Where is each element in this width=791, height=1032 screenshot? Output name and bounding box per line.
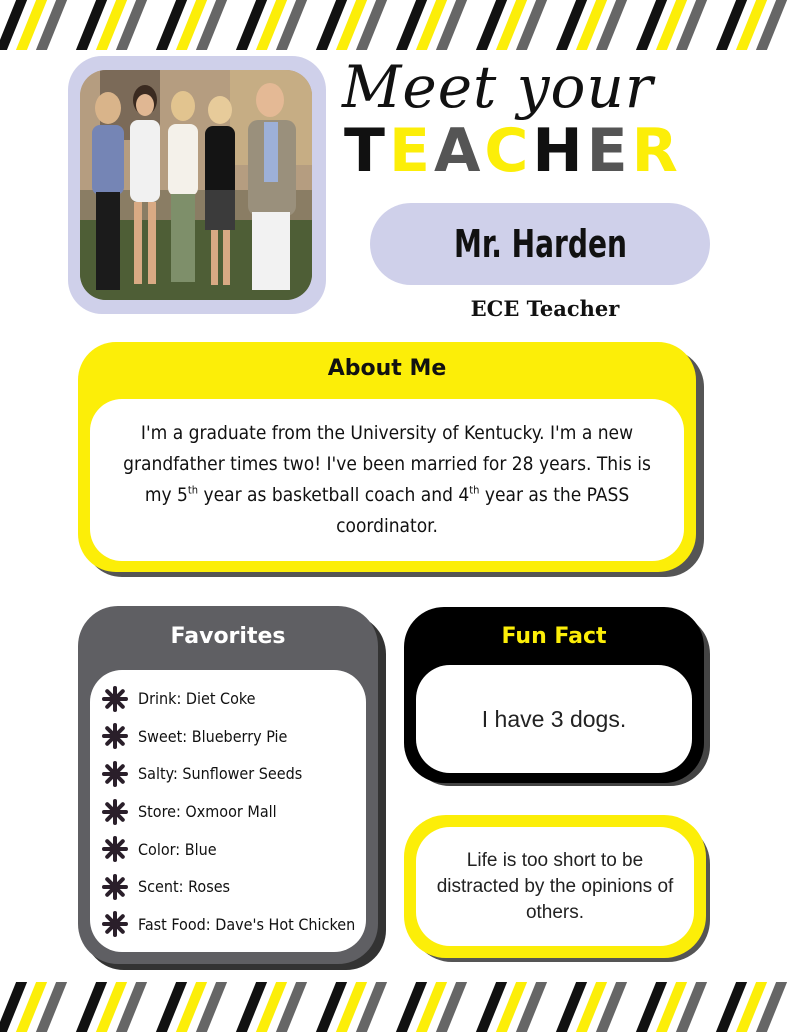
teacher-letter: H xyxy=(532,116,587,186)
asterisk-icon xyxy=(100,759,130,789)
group-photo-illustration xyxy=(80,70,312,300)
about-text-part-3: year as the PASS coordinator. xyxy=(336,484,630,537)
teacher-name: Mr. Harden xyxy=(453,222,627,266)
ordinal-suffix-1: th xyxy=(187,483,199,497)
quote-text: Life is too short to be distracted by the opinions of others. xyxy=(436,849,674,923)
favorite-item-label: Sweet: Blueberry Pie xyxy=(138,726,288,746)
favorites-list xyxy=(100,680,355,943)
teacher-letter: R xyxy=(631,116,682,186)
about-title: About Me xyxy=(327,356,447,381)
quote-body xyxy=(416,827,694,946)
teacher-letter: T xyxy=(344,116,389,186)
favorite-item xyxy=(100,793,355,831)
teacher-letter: A xyxy=(433,116,485,186)
name-pill xyxy=(370,203,710,285)
about-text xyxy=(114,418,660,542)
asterisk-icon xyxy=(100,721,130,751)
favorite-item-label: Salty: Sunflower Seeds xyxy=(138,764,303,784)
favorite-item xyxy=(100,868,355,906)
favorite-item-label: Fast Food: Dave's Hot Chicken xyxy=(138,914,356,934)
favorites-card xyxy=(78,606,378,964)
favorite-item-label: Color: Blue xyxy=(138,839,217,859)
fun-fact-title: Fun Fact xyxy=(501,624,607,649)
teacher-role: ECE Teacher xyxy=(470,296,620,321)
teacher-letter: C xyxy=(484,116,533,186)
meet-your-heading: Meet your xyxy=(342,53,654,121)
asterisk-icon xyxy=(100,834,130,864)
favorite-item xyxy=(100,718,355,756)
favorite-item-label: Scent: Roses xyxy=(138,877,231,897)
bottom-stripe-border xyxy=(0,982,791,1032)
teacher-photo-frame xyxy=(68,56,326,314)
asterisk-icon xyxy=(100,797,130,827)
teacher-letter: E xyxy=(388,116,434,186)
favorites-title: Favorites xyxy=(170,624,286,649)
fun-fact-card xyxy=(404,607,704,783)
fun-fact-text: I have 3 dogs. xyxy=(481,705,627,732)
favorite-item-label: Store: Oxmoor Mall xyxy=(138,802,277,822)
top-stripe-border xyxy=(0,0,791,50)
favorite-item xyxy=(100,680,355,718)
favorite-item-label: Drink: Diet Coke xyxy=(138,689,256,709)
asterisk-icon xyxy=(100,909,130,939)
about-body xyxy=(90,399,684,561)
favorites-body xyxy=(90,670,366,952)
teacher-heading xyxy=(344,118,682,184)
fun-fact-body xyxy=(416,665,692,773)
favorite-item xyxy=(100,830,355,868)
about-text-part-2: year as basketball coach and 4 xyxy=(198,484,470,506)
ordinal-suffix-2: th xyxy=(469,483,480,497)
about-text-part-1: I'm a graduate from the University of Kentucky. I'm a new grandfather times two! I've been married for 28 years. This is my 5 xyxy=(123,422,651,506)
favorite-item xyxy=(100,755,355,793)
asterisk-icon xyxy=(100,684,130,714)
about-card xyxy=(78,342,696,572)
quote-card xyxy=(404,815,706,958)
teacher-letter: E xyxy=(586,116,632,186)
asterisk-icon xyxy=(100,872,130,902)
teacher-photo xyxy=(80,70,312,300)
favorite-item xyxy=(100,906,355,944)
